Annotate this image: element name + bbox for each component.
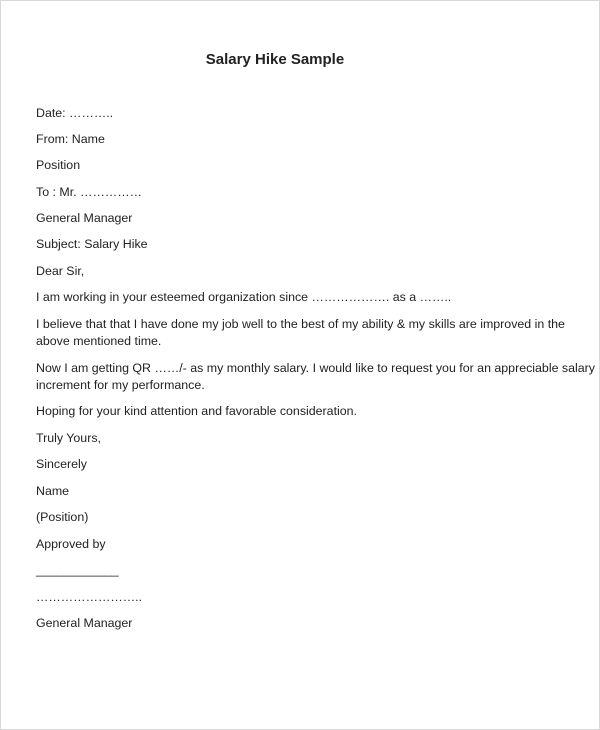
date-line: Date: ……….. <box>36 106 114 120</box>
recipient-title: General Manager <box>36 211 133 225</box>
paragraph-3 <box>36 360 595 394</box>
position-line: Position <box>36 158 81 172</box>
closing-truly-yours: Truly Yours, <box>36 431 101 445</box>
document-title: Salary Hike Sample <box>205 51 345 68</box>
paragraph-2 <box>36 316 571 350</box>
signature-name: Name <box>36 484 70 498</box>
dotted-blank-line: …………………….. <box>36 590 143 604</box>
subject-line: Subject: Salary Hike <box>36 237 148 251</box>
closing-sincerely: Sincerely <box>36 457 87 471</box>
approved-by: Approved by <box>36 537 106 551</box>
paragraph-2-line-2: above mentioned time. <box>36 334 162 348</box>
signature-position: (Position) <box>36 510 89 524</box>
to-line: To : Mr. …………… <box>36 185 143 199</box>
salutation: Dear Sir, <box>36 264 85 278</box>
paragraph-3-line-2: increment for my performance. <box>36 378 205 392</box>
from-line: From: Name <box>36 132 105 146</box>
paragraph-2-line-1: I believe that that I have done my job well to the best of my ability & my skills are improved in the <box>36 317 565 331</box>
approver-title: General Manager <box>36 616 133 630</box>
paragraph-1: I am working in your esteemed organization since ………………. as a …….. <box>36 290 452 304</box>
signature-blank-line: ____________ <box>36 563 119 577</box>
paragraph-3-line-1: Now I am getting QR ……/- as my monthly salary. I would like to request you for an appreciable salary <box>36 361 595 375</box>
paragraph-4: Hoping for your kind attention and favorable consideration. <box>36 404 357 418</box>
